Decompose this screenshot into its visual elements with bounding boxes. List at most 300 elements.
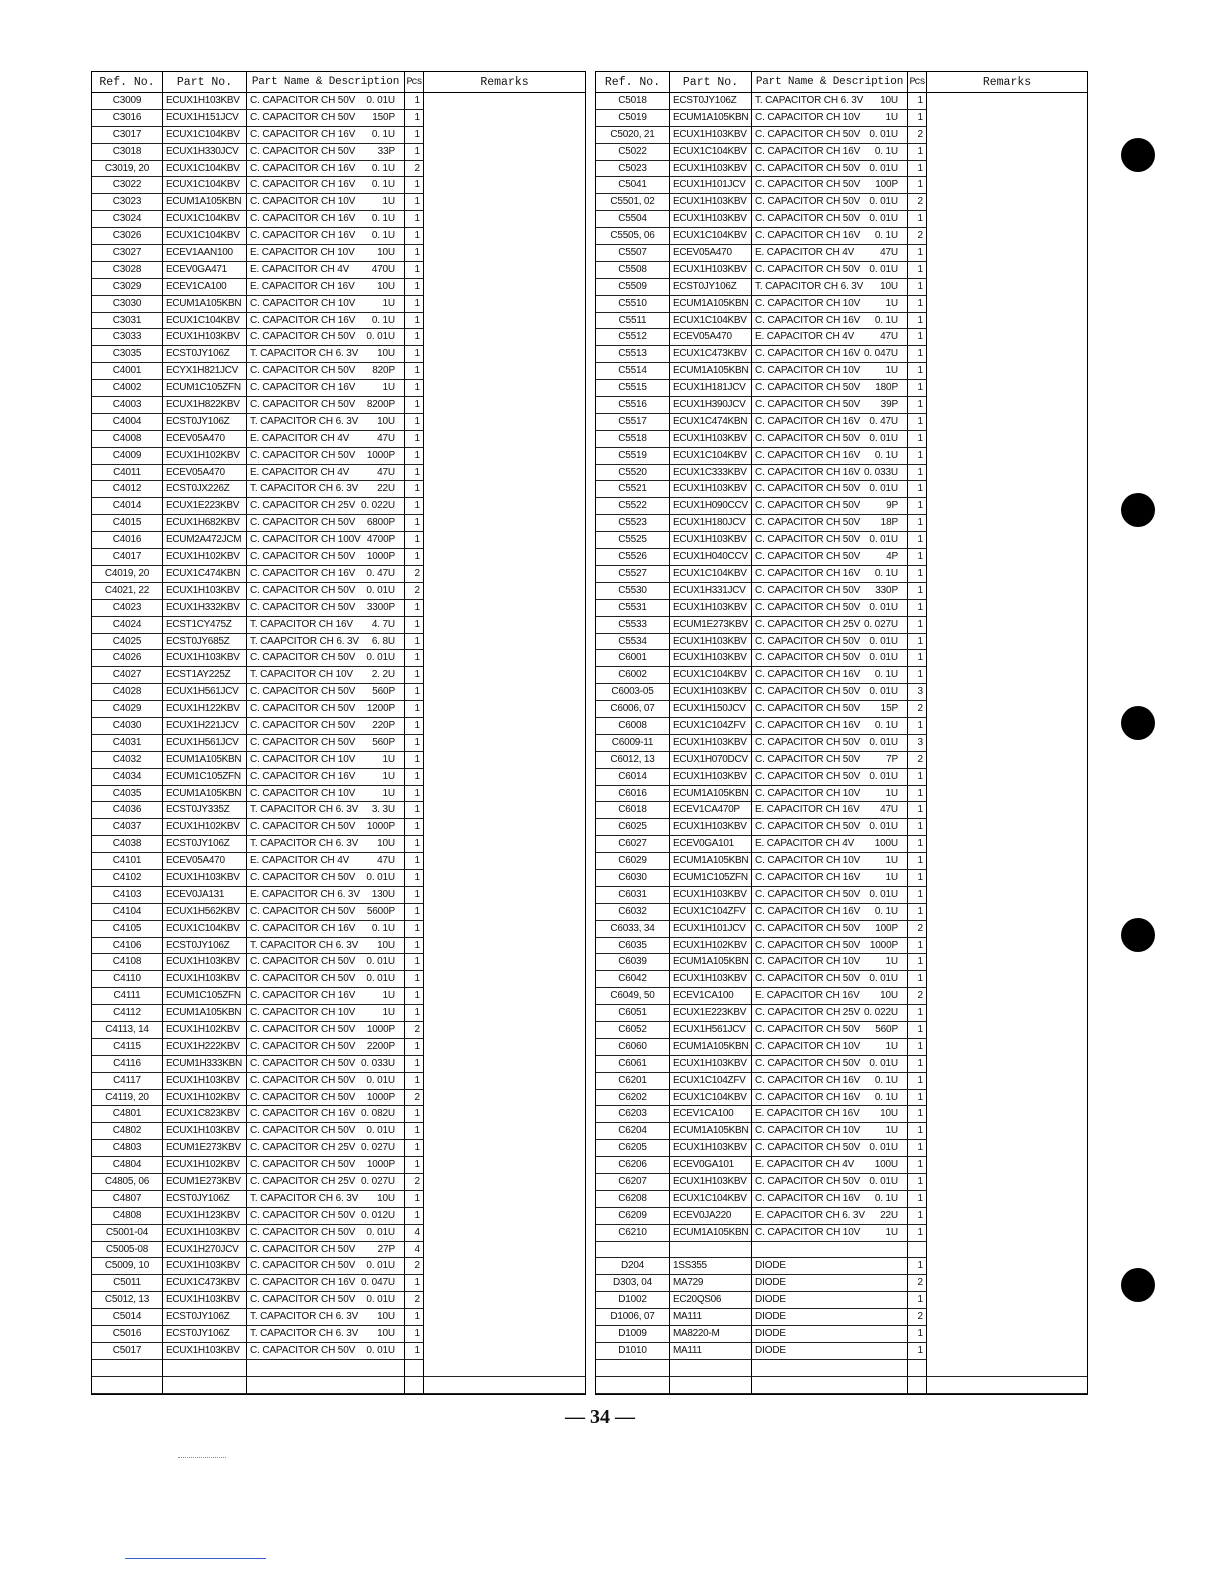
remarks-cell: [927, 532, 1087, 549]
part-value-text: 6. 8U: [371, 635, 395, 647]
table-row: [596, 802, 1087, 819]
description-cell: [247, 1292, 405, 1309]
part-value-text: 18P: [880, 517, 898, 529]
description-cell: [752, 313, 908, 330]
pcs-cell: 1: [405, 954, 424, 971]
remarks-cell: [424, 1140, 585, 1157]
part-name-text: E. CAPACITOR CH 4V: [250, 855, 350, 867]
ref-no-cell: C4011: [92, 465, 163, 482]
pcs-cell: 1: [405, 532, 424, 549]
table-row: [92, 786, 585, 803]
part-value-text: 0. 01U: [366, 1344, 395, 1356]
part-no-cell: MA111: [670, 1343, 752, 1360]
part-value-text: 560P: [372, 736, 395, 748]
remarks-cell: [927, 515, 1087, 532]
part-no-cell: ECEV0GA101: [670, 836, 752, 853]
remarks-cell: [927, 769, 1087, 786]
remarks-cell: [424, 211, 585, 228]
part-no-cell: ECST0JX226Z: [163, 481, 247, 498]
part-name-text: T. CAPACITOR CH 6. 3V: [250, 348, 359, 360]
ref-no-cell: C5011: [92, 1275, 163, 1292]
remarks-cell: [424, 161, 585, 178]
part-name-text: C. CAPACITOR CH 50V: [250, 686, 356, 698]
ref-no-cell: C6029: [596, 853, 670, 870]
description-cell: [752, 853, 908, 870]
pcs-cell: 1: [405, 228, 424, 245]
table-row: [596, 1056, 1087, 1073]
ref-no-cell: C6031: [596, 887, 670, 904]
ref-no-cell: C4028: [92, 684, 163, 701]
pcs-cell: 1: [405, 1056, 424, 1073]
ref-no-cell: C4008: [92, 431, 163, 448]
pcs-cell: 1: [405, 667, 424, 684]
part-value-text: 100U: [874, 838, 898, 850]
description-cell: [247, 481, 405, 498]
table-row: [92, 1123, 585, 1140]
pcs-cell: 1: [908, 1225, 927, 1242]
table-row: [92, 296, 585, 313]
part-name-text: C. CAPACITOR CH 16V: [250, 213, 356, 225]
remarks-cell: [927, 752, 1087, 769]
ref-no-cell: C3031: [92, 313, 163, 330]
table-row: [596, 498, 1087, 515]
table-row: [596, 786, 1087, 803]
pcs-cell: 1: [908, 279, 927, 296]
ref-no-cell: C5509: [596, 279, 670, 296]
part-value-text: 0. 01U: [869, 162, 898, 174]
table-row: [596, 1073, 1087, 1090]
part-no-cell: ECUX1H101JCV: [670, 921, 752, 938]
ref-no-cell: [92, 1360, 163, 1377]
part-no-cell: [670, 1377, 752, 1394]
part-no-cell: [670, 1242, 752, 1259]
description-cell: [752, 1258, 908, 1275]
pcs-cell: 1: [908, 1005, 927, 1022]
pcs-cell: 1: [908, 1106, 927, 1123]
table-row: [92, 904, 585, 921]
description-cell: [752, 769, 908, 786]
part-name-text: T. CAPACITOR CH 6. 3V: [250, 415, 359, 427]
header-ref-no: Ref. No.: [596, 72, 670, 92]
part-name-text: C. CAPACITOR CH 25V: [755, 1007, 861, 1019]
part-value-text: 0. 01U: [366, 956, 395, 968]
part-no-cell: ECUX1H390JCV: [670, 397, 752, 414]
description-cell: [752, 1056, 908, 1073]
ref-no-cell: C4103: [92, 887, 163, 904]
part-value-text: 1U: [885, 871, 898, 883]
part-no-cell: ECUX1E223KBV: [163, 498, 247, 515]
part-no-cell: ECST0JY685Z: [163, 634, 247, 651]
description-cell: [247, 93, 405, 110]
header-remarks: Remarks: [982, 75, 1032, 89]
header-part-no: Part No.: [670, 72, 752, 92]
part-value-text: 0. 01U: [366, 584, 395, 596]
part-value-text: 0. 01U: [366, 1294, 395, 1306]
description-cell: [752, 481, 908, 498]
part-no-cell: ECUX1C333KBV: [670, 465, 752, 482]
part-value-text: 0. 1U: [874, 449, 898, 461]
ref-no-cell: C5521: [596, 481, 670, 498]
description-cell: [247, 1258, 405, 1275]
ref-no-cell: C5018: [596, 93, 670, 110]
description-cell: [752, 870, 908, 887]
table-row: [92, 1056, 585, 1073]
blue-rule: [125, 1558, 266, 1559]
table-row: [92, 363, 585, 380]
part-no-cell: ECUX1H103KBV: [670, 127, 752, 144]
ref-no-cell: D1009: [596, 1326, 670, 1343]
remarks-cell: [424, 988, 585, 1005]
ref-no-cell: C6018: [596, 802, 670, 819]
table-row: [596, 110, 1087, 127]
part-value-text: 100P: [875, 179, 898, 191]
ref-no-cell: C6202: [596, 1090, 670, 1107]
part-no-cell: ECUM1C105ZFN: [670, 870, 752, 887]
part-no-cell: ECUM1A105KBN: [163, 786, 247, 803]
part-no-cell: ECUX1H103KBV: [163, 870, 247, 887]
table-row: [92, 1258, 585, 1275]
table-row: [92, 161, 585, 178]
part-no-cell: ECUM1H333KBN: [163, 1056, 247, 1073]
part-value-text: 0. 01U: [869, 1057, 898, 1069]
ref-no-cell: C5009, 10: [92, 1258, 163, 1275]
remarks-cell: [927, 245, 1087, 262]
parts-table-right: [595, 71, 1088, 1395]
part-name-text: C. CAPACITOR CH 50V: [250, 145, 356, 157]
header-pcs: Pcs: [405, 72, 424, 92]
ref-no-cell: C6002: [596, 667, 670, 684]
description-cell: [752, 819, 908, 836]
part-value-text: 0. 01U: [366, 95, 395, 106]
description-cell: [247, 313, 405, 330]
part-value-text: 1000P: [366, 449, 395, 461]
description-cell: [752, 93, 908, 110]
part-no-cell: ECUX1H103KBV: [670, 971, 752, 988]
part-name-text: C. CAPACITOR CH 10V: [755, 365, 861, 377]
part-value-text: 0. 027U: [864, 618, 898, 630]
part-value-text: 0. 1U: [371, 922, 395, 934]
part-value-text: 100U: [874, 1159, 898, 1171]
pcs-cell: 1: [405, 431, 424, 448]
part-name-text: C. CAPACITOR CH 50V: [250, 449, 356, 461]
ref-no-cell: C5510: [596, 296, 670, 313]
description-cell: [247, 1073, 405, 1090]
ref-no-cell: C4023: [92, 600, 163, 617]
description-cell: [247, 971, 405, 988]
description-cell: [247, 752, 405, 769]
ref-no-cell: C6003-05: [596, 684, 670, 701]
part-name-text: T. CAPACITOR CH 6. 3V: [755, 95, 864, 106]
part-name-text: C. CAPACITOR CH 16V: [250, 162, 356, 174]
part-value-text: 10U: [377, 1328, 395, 1340]
remarks-cell: [424, 448, 585, 465]
header-pcs: Pcs: [908, 72, 927, 92]
remarks-cell: [424, 667, 585, 684]
description-cell: [247, 127, 405, 144]
ref-no-cell: C6209: [596, 1208, 670, 1225]
part-name-text: E. CAPACITOR CH 16V: [250, 280, 355, 292]
part-name-text: DIODE: [755, 1328, 786, 1340]
description-cell: [247, 1056, 405, 1073]
pcs-cell: 1: [405, 819, 424, 836]
ref-no-cell: C3023: [92, 194, 163, 211]
ref-no-cell: C5531: [596, 600, 670, 617]
description-cell: [247, 1140, 405, 1157]
pcs-cell: 1: [908, 1326, 927, 1343]
ref-no-cell: C6051: [596, 1005, 670, 1022]
part-name-text: C. CAPACITOR CH 50V: [755, 939, 861, 951]
part-value-text: 1U: [382, 787, 395, 799]
ref-no-cell: C4106: [92, 938, 163, 955]
remarks-cell: [927, 1022, 1087, 1039]
ref-no-cell: C5016: [92, 1326, 163, 1343]
description-cell: [247, 161, 405, 178]
part-value-text: 22U: [377, 483, 395, 495]
part-name-text: C. CAPACITOR CH 50V: [755, 196, 861, 208]
part-value-text: 130U: [371, 888, 395, 900]
ref-no-cell: C5505, 06: [596, 228, 670, 245]
ref-no-cell: C6039: [596, 954, 670, 971]
pcs-cell: 1: [405, 769, 424, 786]
pcs-cell: 1: [405, 127, 424, 144]
part-no-cell: ECUX1C104KBV: [163, 127, 247, 144]
table-row: [596, 1326, 1087, 1343]
part-no-cell: ECEV1CA470P: [670, 802, 752, 819]
pcs-cell: 1: [405, 465, 424, 482]
part-no-cell: ECUX1H561JCV: [163, 735, 247, 752]
part-no-cell: ECUX1H331JCV: [670, 583, 752, 600]
part-value-text: 1U: [885, 1125, 898, 1137]
part-value-text: 6800P: [366, 517, 395, 529]
part-no-cell: ECUX1C104ZFV: [670, 904, 752, 921]
part-no-cell: ECUM1A105KBN: [670, 1225, 752, 1242]
remarks-cell: [424, 144, 585, 161]
part-name-text: C. CAPACITOR CH 50V: [755, 263, 861, 275]
description-cell: [247, 1022, 405, 1039]
ref-no-cell: C5017: [92, 1343, 163, 1360]
part-name-text: T. CAPACITOR CH 6. 3V: [250, 1328, 359, 1340]
ref-no-cell: C4012: [92, 481, 163, 498]
part-name-text: C. CAPACITOR CH 50V: [250, 1040, 356, 1052]
table-row: [596, 971, 1087, 988]
part-value-text: 1000P: [366, 1023, 395, 1035]
table-row: [596, 887, 1087, 904]
table-row: [92, 971, 585, 988]
pcs-cell: 1: [908, 904, 927, 921]
part-value-text: 1U: [885, 111, 898, 123]
remarks-cell: [424, 481, 585, 498]
part-name-text: E. CAPACITOR CH 6. 3V: [250, 888, 360, 900]
ref-no-cell: C6016: [596, 786, 670, 803]
ref-no-cell: C4108: [92, 954, 163, 971]
ref-no-cell: C5522: [596, 498, 670, 515]
part-no-cell: ECUX1H102KBV: [163, 448, 247, 465]
pcs-cell: 1: [908, 329, 927, 346]
part-no-cell: ECUX1H270JCV: [163, 1242, 247, 1259]
part-value-text: 820P: [372, 365, 395, 377]
remarks-cell: [927, 971, 1087, 988]
remarks-cell: [424, 498, 585, 515]
part-no-cell: ECUX1H103KBV: [163, 954, 247, 971]
part-name-text: C. CAPACITOR CH 16V: [755, 1074, 861, 1086]
description-cell: [247, 279, 405, 296]
description-cell: [247, 262, 405, 279]
part-value-text: 0. 01U: [869, 635, 898, 647]
ref-no-cell: C4808: [92, 1208, 163, 1225]
part-no-cell: ECEV05A470: [163, 853, 247, 870]
pcs-cell: 1: [405, 194, 424, 211]
part-no-cell: ECUM1A105KBN: [670, 363, 752, 380]
part-no-cell: ECUX1H102KBV: [163, 1090, 247, 1107]
remarks-cell: [424, 1360, 585, 1377]
part-name-text: C. CAPACITOR CH 50V: [250, 871, 356, 883]
remarks-cell: [424, 853, 585, 870]
description-cell: [752, 1022, 908, 1039]
remarks-cell: [424, 296, 585, 313]
remarks-cell: [424, 752, 585, 769]
part-name-text: C. CAPACITOR CH 50V: [250, 1260, 356, 1272]
ref-no-cell: C5020, 21: [596, 127, 670, 144]
part-name-text: T. CAPACITOR CH 10V: [250, 669, 353, 681]
part-name-text: C. CAPACITOR CH 50V: [250, 1344, 356, 1356]
part-no-cell: ECUX1H103KBV: [163, 1258, 247, 1275]
pcs-cell: 2: [908, 127, 927, 144]
ref-no-cell: C4802: [92, 1123, 163, 1140]
table-row: [596, 870, 1087, 887]
table-row: [92, 1090, 585, 1107]
pcs-cell: 1: [405, 1343, 424, 1360]
description-cell: [752, 363, 908, 380]
pcs-cell: 1: [405, 397, 424, 414]
part-value-text: 0. 01U: [366, 973, 395, 985]
part-name-text: C. CAPACITOR CH 16V: [755, 230, 861, 242]
part-no-cell: ECUX1H070DCV: [670, 752, 752, 769]
table-row: [596, 988, 1087, 1005]
part-name-text: C. CAPACITOR CH 50V: [250, 1023, 356, 1035]
part-value-text: 0. 1U: [874, 719, 898, 731]
ref-no-cell: C3019, 20: [92, 161, 163, 178]
pcs-cell: 1: [405, 938, 424, 955]
pcs-cell: 1: [908, 1258, 927, 1275]
part-name-text: C. CAPACITOR CH 50V: [755, 686, 861, 698]
table-row: [596, 684, 1087, 701]
table-row: [92, 887, 585, 904]
pcs-cell: 1: [908, 515, 927, 532]
part-no-cell: ECUX1H102KBV: [163, 549, 247, 566]
ref-no-cell: C3026: [92, 228, 163, 245]
remarks-cell: [424, 346, 585, 363]
description-cell: [752, 988, 908, 1005]
remarks-cell: [927, 1377, 1087, 1394]
pcs-cell: 1: [908, 617, 927, 634]
pcs-cell: 1: [405, 617, 424, 634]
description-cell: [247, 718, 405, 735]
ref-no-cell: C6030: [596, 870, 670, 887]
remarks-cell: [424, 1157, 585, 1174]
remarks-cell: [927, 583, 1087, 600]
pcs-cell: 1: [405, 262, 424, 279]
description-cell: [247, 397, 405, 414]
part-no-cell: ECUM1A105KBN: [163, 194, 247, 211]
description-cell: [752, 110, 908, 127]
ref-no-cell: C4014: [92, 498, 163, 515]
part-no-cell: ECUX1C104KBV: [163, 177, 247, 194]
part-name-text: C. CAPACITOR CH 50V: [755, 500, 861, 512]
part-value-text: 220P: [372, 719, 395, 731]
part-value-text: 0. 01U: [869, 770, 898, 782]
punch-hole: [1121, 138, 1155, 172]
part-no-cell: ECUX1H103KBV: [163, 1073, 247, 1090]
ref-no-cell: C4116: [92, 1056, 163, 1073]
part-name-text: C. CAPACITOR CH 50V: [755, 1023, 861, 1035]
part-value-text: 0. 01U: [869, 601, 898, 613]
pcs-cell: 1: [908, 1292, 927, 1309]
description-cell: [752, 752, 908, 769]
description-cell: [752, 566, 908, 583]
remarks-cell: [927, 870, 1087, 887]
part-name-text: C. CAPACITOR CH 16V: [755, 669, 861, 681]
remarks-cell: [927, 279, 1087, 296]
part-name-text: C. CAPACITOR CH 50V: [250, 365, 356, 377]
part-no-cell: ECUM1A105KBN: [670, 1039, 752, 1056]
ref-no-cell: C6032: [596, 904, 670, 921]
remarks-cell: [424, 1022, 585, 1039]
table-row: [596, 1005, 1087, 1022]
description-cell: [247, 786, 405, 803]
pcs-cell: 1: [405, 448, 424, 465]
table-row: [596, 481, 1087, 498]
ref-no-cell: C4801: [92, 1106, 163, 1123]
remarks-cell: [927, 1123, 1087, 1140]
part-no-cell: ECUX1H103KBV: [163, 93, 247, 110]
part-name-text: E. CAPACITOR CH 4V: [755, 247, 855, 259]
part-value-text: 100P: [875, 922, 898, 934]
table-row: [596, 583, 1087, 600]
remarks-cell: [424, 1258, 585, 1275]
description-cell: [247, 515, 405, 532]
part-name-text: E. CAPACITOR CH 4V: [755, 838, 855, 850]
ref-no-cell: C6206: [596, 1157, 670, 1174]
pcs-cell: 1: [908, 363, 927, 380]
part-name-text: C. CAPACITOR CH 16V: [755, 348, 861, 360]
part-no-cell: ECUX1H181JCV: [670, 380, 752, 397]
part-no-cell: ECUX1H102KBV: [163, 819, 247, 836]
description-cell: [752, 228, 908, 245]
pcs-cell: 2: [908, 1309, 927, 1326]
ref-no-cell: C5507: [596, 245, 670, 262]
ref-no-cell: C6001: [596, 650, 670, 667]
table-row: [596, 921, 1087, 938]
ref-no-cell: C4019, 20: [92, 566, 163, 583]
part-name-text: T. CAPACITOR CH 6. 3V: [250, 939, 359, 951]
pcs-cell: 1: [908, 1090, 927, 1107]
description-cell: [247, 1225, 405, 1242]
part-no-cell: ECUX1H103KBV: [670, 161, 752, 178]
ref-no-cell: C4037: [92, 819, 163, 836]
part-value-text: 150P: [372, 111, 395, 123]
ref-no-cell: C5534: [596, 634, 670, 651]
ref-no-cell: C3016: [92, 110, 163, 127]
part-no-cell: ECUX1H150JCV: [670, 701, 752, 718]
part-no-cell: ECUX1C104KBV: [163, 921, 247, 938]
ref-no-cell: C4807: [92, 1191, 163, 1208]
table-row: [92, 938, 585, 955]
part-name-text: C. CAPACITOR CH 50V: [755, 399, 861, 411]
part-no-cell: ECUX1H103KBV: [670, 1056, 752, 1073]
part-name-text: C. CAPACITOR CH 16V: [755, 466, 861, 478]
remarks-cell: [424, 786, 585, 803]
pcs-cell: 1: [908, 532, 927, 549]
